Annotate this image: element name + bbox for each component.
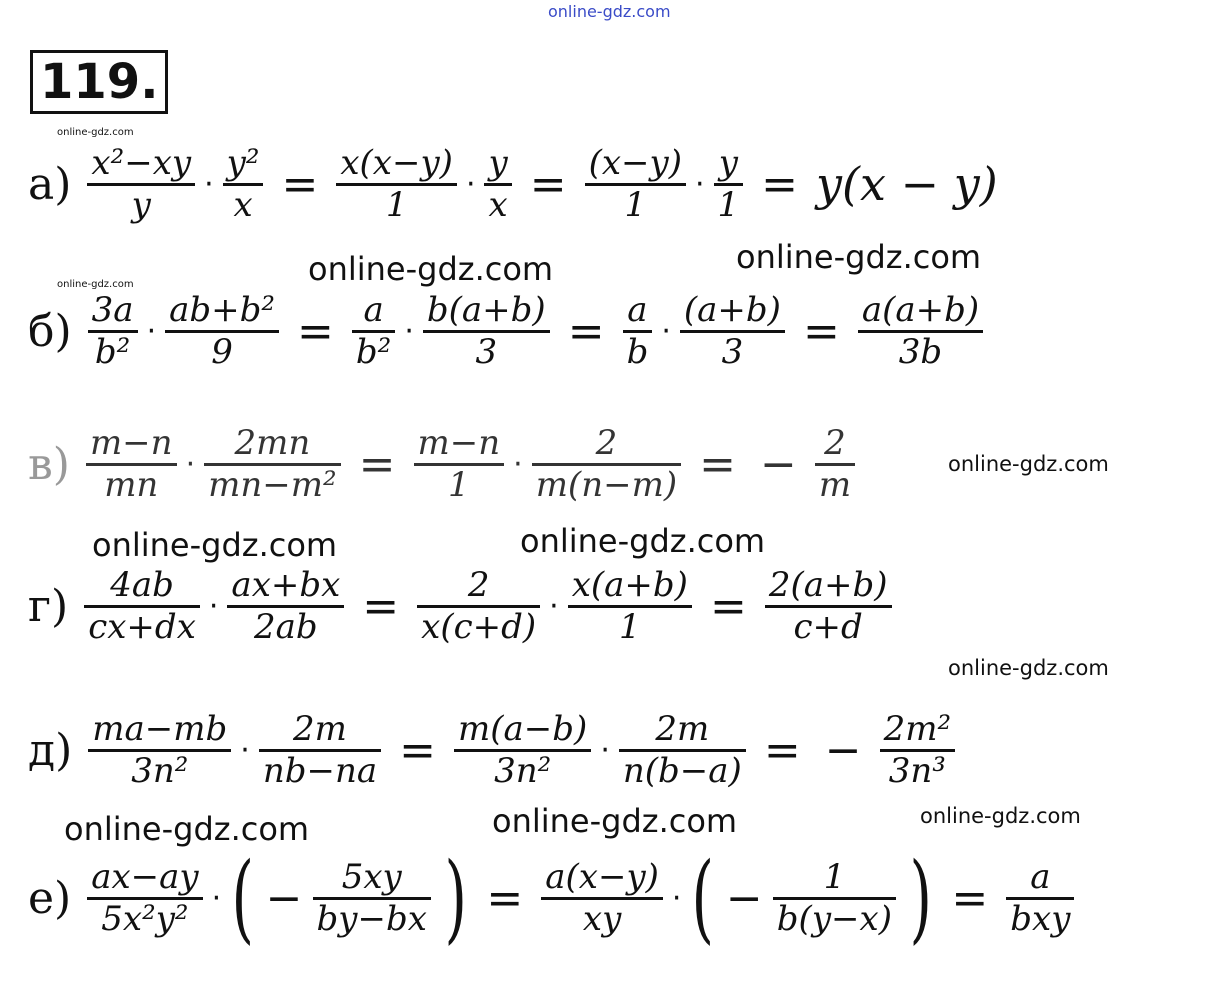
numerator: 2(a+b): [768, 565, 888, 605]
watermark: online-gdz.com: [57, 127, 134, 138]
equals-sign: =: [297, 305, 334, 357]
equals-sign: =: [529, 158, 567, 210]
numerator: ax−ay: [91, 856, 199, 897]
multiply-sign: ·: [549, 588, 559, 624]
denominator: 1: [717, 184, 740, 225]
numerator: a: [1030, 856, 1051, 897]
multiply-sign: ·: [671, 880, 682, 916]
item-label: в): [28, 438, 70, 490]
denominator: m(n−m): [535, 464, 678, 505]
equals-sign: =: [362, 580, 400, 632]
fraction: [815, 423, 855, 505]
fraction: [87, 143, 195, 225]
equals-sign: =: [699, 438, 736, 490]
denominator: c+d: [793, 606, 863, 647]
item-label: д): [28, 724, 73, 776]
equals-sign: =: [281, 158, 319, 210]
site-watermark-top[interactable]: online-gdz.com: [548, 2, 671, 21]
numerator: 2m: [655, 709, 710, 749]
denominator: x: [488, 184, 508, 225]
fraction: [541, 856, 663, 939]
denominator: 1: [448, 464, 470, 505]
fraction: [414, 423, 505, 505]
numerator: a: [627, 290, 648, 330]
denominator: 1: [624, 184, 647, 225]
multiply-sign: ·: [211, 880, 222, 916]
fraction: [87, 856, 202, 939]
fraction: [352, 290, 395, 372]
fraction: [773, 856, 896, 939]
fraction: [227, 565, 344, 647]
right-parenthesis: ): [909, 842, 932, 954]
numerator: 2: [595, 423, 618, 463]
denominator: xy: [582, 898, 622, 939]
item-label: е): [28, 872, 72, 924]
fraction: [86, 423, 177, 505]
numerator: ma−mb: [92, 709, 228, 749]
minus-sign: −: [725, 872, 763, 924]
denominator: 3n²: [494, 750, 552, 791]
fraction: [417, 565, 540, 647]
equation-v: [28, 423, 861, 505]
denominator: b²: [355, 331, 392, 372]
denominator: b(y−x): [776, 898, 892, 939]
multiply-sign: ·: [185, 446, 196, 482]
numerator: (x−y): [588, 143, 682, 183]
denominator: y: [131, 184, 151, 225]
multiply-sign: ·: [240, 732, 250, 768]
equals-sign: =: [358, 438, 396, 490]
denominator: 9: [211, 331, 233, 372]
fraction: [765, 565, 892, 647]
numerator: 2m: [293, 709, 347, 749]
numerator: x(a+b): [571, 565, 688, 605]
denominator: 3n²: [131, 750, 189, 791]
multiply-sign: ·: [694, 166, 705, 202]
denominator: by−bx: [316, 898, 427, 939]
fraction: [204, 423, 341, 505]
fraction: [532, 423, 681, 505]
equation-a: [28, 143, 998, 225]
denominator: 5x²y²: [101, 898, 189, 939]
fraction: [858, 290, 983, 372]
fraction: [313, 856, 431, 939]
fraction: [568, 565, 692, 647]
right-parenthesis: ): [444, 842, 467, 954]
numerator: y²: [226, 143, 260, 183]
denominator: nb−na: [262, 750, 378, 791]
equation-g: [28, 565, 898, 647]
numerator: m(a−b): [458, 709, 588, 749]
multiply-sign: ·: [146, 313, 157, 349]
fraction: [88, 290, 138, 372]
numerator: ax+bx: [231, 565, 341, 605]
fraction: [484, 143, 511, 225]
multiply-sign: ·: [204, 166, 214, 202]
equation-e: [28, 842, 1080, 954]
numerator: x(x−y): [340, 143, 453, 183]
fraction: [259, 709, 381, 791]
fraction: [680, 290, 785, 372]
numerator: x²−xy: [91, 143, 192, 183]
numerator: a: [363, 290, 384, 330]
fraction: [714, 143, 744, 225]
denominator: 2ab: [254, 606, 318, 647]
numerator: b(a+b): [426, 290, 546, 330]
numerator: 3a: [91, 290, 134, 330]
fraction: [454, 709, 591, 791]
numerator: ab+b²: [169, 290, 276, 330]
watermark: online-gdz.com: [948, 656, 1109, 680]
numerator: m−n: [89, 423, 173, 463]
equals-sign: =: [486, 872, 524, 924]
fraction: [1006, 856, 1074, 939]
denominator: 1: [619, 606, 641, 647]
denominator: 1: [385, 184, 408, 225]
result-expression: y(x − y): [816, 157, 998, 212]
numerator: a(x−y): [545, 856, 659, 897]
numerator: y: [488, 143, 508, 183]
fraction: [585, 143, 686, 225]
equation-d: [28, 709, 961, 791]
fraction: [223, 143, 264, 225]
watermark: online-gdz.com: [92, 526, 338, 564]
watermark: online-gdz.com: [948, 452, 1109, 476]
multiply-sign: ·: [208, 588, 219, 624]
watermark: online-gdz.com: [64, 810, 310, 848]
watermark: online-gdz.com: [920, 804, 1081, 828]
fraction: [880, 709, 956, 791]
multiply-sign: ·: [661, 313, 671, 349]
numerator: m−n: [417, 423, 501, 463]
equals-sign: =: [763, 724, 801, 776]
fraction: [619, 709, 746, 791]
watermark: online-gdz.com: [736, 238, 982, 276]
numerator: a(a+b): [861, 290, 980, 330]
equals-sign: =: [951, 872, 989, 924]
denominator: bxy: [1010, 898, 1071, 939]
denominator: 3n³: [888, 750, 946, 791]
minus-sign: −: [824, 724, 862, 776]
minus-sign: −: [759, 438, 797, 490]
multiply-sign: ·: [404, 313, 414, 349]
denominator: 3: [475, 331, 498, 372]
watermark: online-gdz.com: [308, 250, 554, 288]
item-label: а): [28, 158, 72, 210]
denominator: mn: [104, 464, 159, 505]
numerator: 2mn: [234, 423, 311, 463]
equals-sign: =: [709, 580, 747, 632]
numerator: y: [718, 143, 738, 183]
watermark: online-gdz.com: [57, 279, 134, 290]
fraction: [423, 290, 550, 372]
fraction: [623, 290, 653, 372]
denominator: x(c+d): [421, 606, 537, 647]
numerator: 2: [467, 565, 490, 605]
denominator: n(b−a): [622, 750, 742, 791]
numerator: 1: [823, 856, 846, 897]
watermark: online-gdz.com: [520, 522, 766, 560]
equals-sign: =: [399, 724, 437, 776]
item-label: б): [28, 305, 72, 357]
fraction: [336, 143, 457, 225]
equation-b: [28, 290, 989, 372]
denominator: 3b: [898, 331, 943, 372]
denominator: b²: [94, 331, 131, 372]
fraction: [84, 565, 200, 647]
problem-number: 119.: [40, 54, 159, 110]
numerator: (a+b): [683, 290, 781, 330]
minus-sign: −: [265, 872, 303, 924]
denominator: x: [233, 184, 253, 225]
watermark: online-gdz.com: [492, 802, 738, 840]
numerator: 4ab: [110, 565, 174, 605]
denominator: 3: [721, 331, 744, 372]
denominator: m: [818, 464, 852, 505]
denominator: cx+dx: [88, 606, 196, 647]
multiply-sign: ·: [465, 166, 476, 202]
multiply-sign: ·: [600, 732, 610, 768]
multiply-sign: ·: [513, 446, 523, 482]
left-parenthesis: (: [231, 842, 255, 954]
item-label: г): [28, 580, 69, 632]
denominator: mn−m²: [208, 464, 337, 505]
numerator: 5xy: [341, 856, 402, 897]
denominator: b: [626, 331, 649, 372]
equals-sign: =: [761, 158, 799, 210]
equals-sign: =: [802, 305, 840, 357]
fraction: [88, 709, 231, 791]
fraction: [165, 290, 279, 372]
numerator: 2m²: [883, 709, 952, 749]
equals-sign: =: [567, 305, 605, 357]
numerator: 2: [824, 423, 846, 463]
left-parenthesis: (: [691, 842, 715, 954]
